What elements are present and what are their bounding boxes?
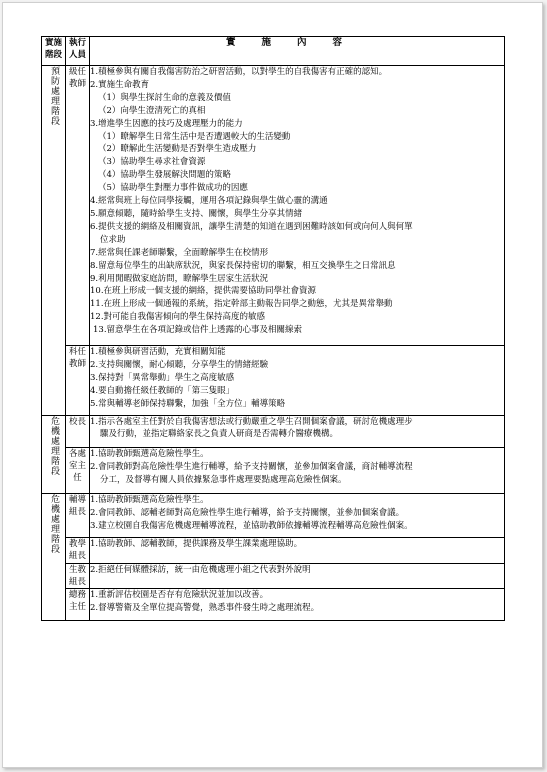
header-role: 執行人員 — [66, 37, 90, 66]
content-line: 11.在班上形成一個通報的系統，指定幹部主動報告同學之動態，尤其是異常舉動 — [90, 299, 393, 310]
role-label: 總務主任 — [68, 589, 86, 612]
role-cell — [66, 563, 90, 588]
content-line: 位求助 — [100, 234, 126, 245]
stage-label: 危機處理階段 — [49, 494, 59, 555]
header-stage: 實施階段 — [42, 37, 66, 66]
table-row — [42, 563, 505, 588]
role-label: 生教組長 — [68, 564, 86, 587]
content-cell — [90, 563, 505, 588]
content-line: 7.經常與任課老師聯繫，全面瞭解學生在校情形 — [90, 247, 269, 258]
stage-cell-crisis-1 — [42, 415, 66, 494]
content-line: （2）向學生澄清死亡的真相 — [98, 105, 206, 116]
role-label: 校長 — [68, 416, 86, 427]
content-line: 1.指示各處室主任對於自我傷害想法或行動嚴重之學生召開個案會議，研討危機處理步 — [90, 416, 413, 427]
content-line: 驟及行動，並指定聯絡家長之負責人研商是否需轉介醫療機構。 — [100, 429, 339, 440]
content-line: 1.重新評估校園是否存有危險狀況並加以改善。 — [90, 589, 269, 600]
content-line: （5）協助學生對壓力事件做成功的因應 — [98, 183, 248, 194]
content-line: 3.建立校園自我傷害危機處理輔導流程，並協助教師依據輔導流程輔導高危險性個案。 — [90, 520, 413, 531]
table-row — [42, 588, 505, 620]
content-cell — [90, 346, 505, 416]
content-line: 1.協助教師甄選高危險性學生。 — [90, 449, 209, 460]
table-row — [42, 346, 505, 416]
content-line: 2.會同教師、認輔老師對高危險性學生進行輔導，給予支持關懷，並參加個案會議。 — [90, 508, 405, 518]
role-label: 級任教師 — [68, 67, 86, 89]
table-header-row — [42, 37, 505, 66]
content-line: 13.留意學生在各項記錄或信件上透露的心事及相關線索 — [93, 325, 303, 336]
content-line: 1.協助教師甄選高危險性學生。 — [90, 495, 209, 506]
content-cell — [90, 537, 505, 563]
role-cell — [66, 346, 90, 416]
role-label: 輔導組長 — [68, 495, 86, 518]
content-line: 2.會同教師對高危險性學生進行輔導，給予支持關懷，並參加個案會議，商討輔導流程 — [90, 462, 413, 473]
role-cell — [66, 448, 90, 494]
content-line: 2.督導警衛及全單位提高警覺，熟悉事件發生時之處理流程。 — [90, 602, 320, 613]
content-line: （2）瞭解此生活變動是否對學生造成壓力 — [98, 144, 257, 155]
table-row — [42, 66, 505, 346]
content-line: 1.積極參與有關自我傷害防治之研習活動，以對學生的自我傷害有正確的認知。 — [90, 67, 388, 77]
content-line: 9.利用閒暇做家庭訪問，瞭解學生居家生活狀況 — [90, 273, 269, 284]
stage-label: 預防處理階段 — [49, 66, 59, 126]
content-line: 2.實施生命教育 — [90, 79, 150, 90]
content-cell — [90, 66, 505, 346]
content-line: 10.在班上形成一個支援的網絡，提供需要協助同學社會資源 — [90, 286, 317, 297]
stage-cell-crisis-2 — [42, 494, 66, 620]
content-cell — [90, 494, 505, 538]
content-line: 分工，及督導有關人員依據緊急事件處理要點處理高危險性個案。 — [100, 475, 347, 486]
role-label: 各處室主任 — [68, 449, 86, 484]
content-line: 4.要自動擔任級任教師的「第三隻眼」 — [90, 385, 235, 396]
content-cell — [90, 448, 505, 494]
content-cell — [90, 588, 505, 620]
role-cell — [66, 66, 90, 346]
content-line: （3）協助學生尋求社會資源 — [98, 157, 206, 168]
content-line: 3.保持對「異常舉動」學生之高度敏感 — [90, 372, 235, 383]
content-line: （1）與學生探討生命的意義及價值 — [98, 92, 231, 103]
content-line: 2.拒絕任何媒體採訪，統一由危機處理小組之代表對外說明 — [90, 564, 311, 575]
role-cell — [66, 494, 90, 538]
content-line: 5.常與輔導老師保持聯繫，加強「全方位」輔導策略 — [90, 398, 286, 409]
content-line: 3.增進學生因應的技巧及處理壓力的能力 — [90, 118, 243, 129]
role-cell — [66, 588, 90, 620]
content-line: 12.對可能自我傷害傾向的學生保持高度的敏感 — [90, 312, 266, 323]
table-row — [42, 537, 505, 563]
content-line: 6.提供支援的網絡及相關資訊，讓學生清楚的知道在遇到困難時該如何或向何人與何單 — [90, 221, 413, 232]
content-line: （4）協助學生發展解決問題的策略 — [98, 170, 231, 181]
role-cell — [66, 415, 90, 448]
role-cell — [66, 537, 90, 563]
table-row — [42, 494, 505, 538]
implementation-table — [41, 36, 505, 621]
role-label: 教學組長 — [68, 538, 86, 561]
content-line: （1）瞭解學生日常生活中是否遭遇較大的生活變動 — [98, 131, 291, 142]
stage-cell-prevention — [42, 66, 66, 416]
content-line: 4.經常與班上每位同學接觸，運用各項記錄與學生做心靈的溝通 — [90, 196, 328, 207]
role-label: 科任教師 — [68, 347, 86, 370]
content-line: 5.願意傾聽，隨時給學生支持、關懷，與學生分享其情緒 — [90, 208, 303, 219]
content-line: 2.支持與關懷，耐心傾聽，分享學生的情緒經驗 — [90, 359, 269, 370]
table-row — [42, 448, 505, 494]
table-row — [42, 415, 505, 448]
document-page — [2, 2, 543, 768]
content-line: 8.留意每位學生的出缺席狀況，與家長保持密切的聯繫，相互交換學生之日常訊息 — [90, 260, 396, 271]
content-cell — [90, 415, 505, 448]
stage-label: 危機處理階段 — [49, 415, 59, 476]
content-line: 1.協助教師、認輔教師，提供課務及學生課業處理協助。 — [90, 538, 303, 549]
header-content: 實施內容 — [90, 37, 505, 66]
content-line: 1.積極參與研習活動，充實相關知能 — [90, 347, 226, 358]
